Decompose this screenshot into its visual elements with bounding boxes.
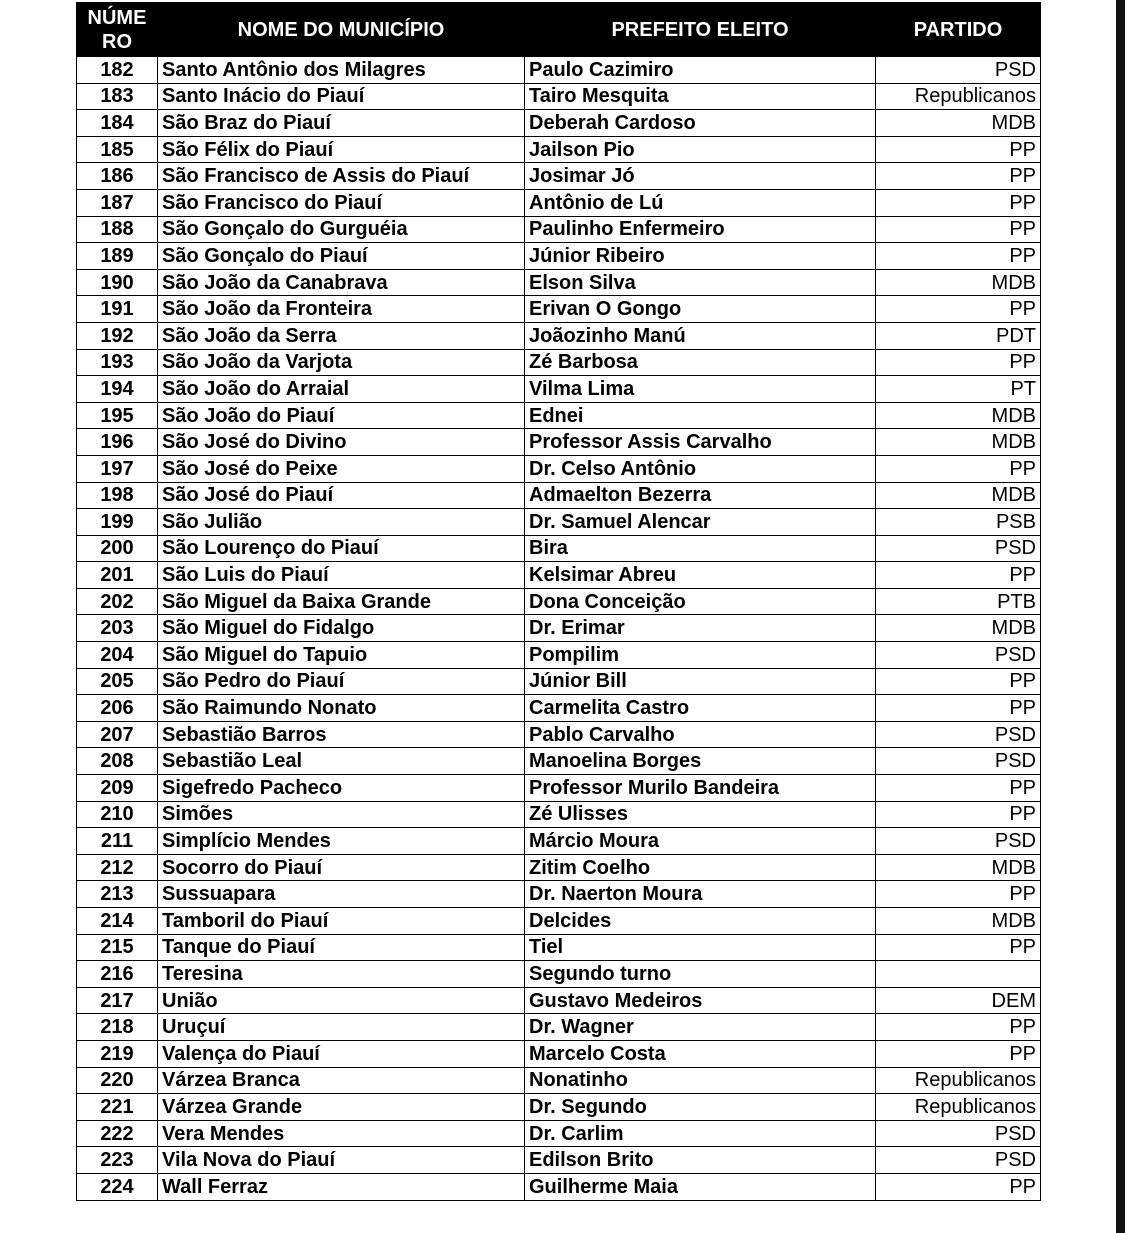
row-prefeito: Carmelita Castro xyxy=(525,695,876,722)
row-municipio: São Gonçalo do Piauí xyxy=(158,243,525,270)
row-numero: 187 xyxy=(77,189,158,216)
table-row xyxy=(77,695,1041,722)
row-prefeito: Ednei xyxy=(525,402,876,429)
row-numero: 182 xyxy=(77,57,158,84)
table-row xyxy=(77,163,1041,190)
row-prefeito: Dr. Carlim xyxy=(525,1120,876,1147)
row-numero: 213 xyxy=(77,881,158,908)
row-partido: MDB xyxy=(876,854,1041,881)
row-partido: PP xyxy=(876,163,1041,190)
row-numero: 185 xyxy=(77,136,158,163)
row-partido: PSD xyxy=(876,1120,1041,1147)
row-prefeito: Professor Assis Carvalho xyxy=(525,429,876,456)
row-numero: 203 xyxy=(77,615,158,642)
row-numero: 205 xyxy=(77,668,158,695)
row-numero: 198 xyxy=(77,482,158,509)
table-row xyxy=(77,376,1041,403)
table-row xyxy=(77,615,1041,642)
row-prefeito: Dr. Segundo xyxy=(525,1094,876,1121)
election-results-table xyxy=(76,2,1041,1201)
row-prefeito: Tiel xyxy=(525,934,876,961)
table-row xyxy=(77,269,1041,296)
row-partido: PSD xyxy=(876,642,1041,669)
row-municipio: São Braz do Piauí xyxy=(158,110,525,137)
row-numero: 218 xyxy=(77,1014,158,1041)
row-partido: PSD xyxy=(876,748,1041,775)
row-prefeito: Júnior Ribeiro xyxy=(525,243,876,270)
row-prefeito: Marcelo Costa xyxy=(525,1040,876,1067)
row-partido: MDB xyxy=(876,908,1041,935)
row-numero: 189 xyxy=(77,243,158,270)
row-municipio: São João do Piauí xyxy=(158,402,525,429)
row-partido: Republicanos xyxy=(876,83,1041,110)
row-prefeito: Tairo Mesquita xyxy=(525,83,876,110)
row-municipio: Várzea Grande xyxy=(158,1094,525,1121)
table-row xyxy=(77,642,1041,669)
table-row xyxy=(77,721,1041,748)
row-numero: 195 xyxy=(77,402,158,429)
row-municipio: São Francisco de Assis do Piauí xyxy=(158,163,525,190)
row-municipio: São Félix do Piauí xyxy=(158,136,525,163)
row-partido: PP xyxy=(876,668,1041,695)
row-numero: 196 xyxy=(77,429,158,456)
table-row xyxy=(77,987,1041,1014)
table-row xyxy=(77,1120,1041,1147)
row-prefeito: Bira xyxy=(525,535,876,562)
row-partido: MDB xyxy=(876,615,1041,642)
row-prefeito: Dr. Celso Antônio xyxy=(525,455,876,482)
row-numero: 204 xyxy=(77,642,158,669)
header-municipio: NOME DO MUNICÍPIO xyxy=(158,3,525,57)
row-municipio: São João do Arraial xyxy=(158,376,525,403)
table-row xyxy=(77,1147,1041,1174)
row-prefeito: Edilson Brito xyxy=(525,1147,876,1174)
row-prefeito: Dr. Erimar xyxy=(525,615,876,642)
row-partido: PSD xyxy=(876,57,1041,84)
row-prefeito: Josimar Jó xyxy=(525,163,876,190)
table-row xyxy=(77,775,1041,802)
row-numero: 192 xyxy=(77,322,158,349)
row-numero: 215 xyxy=(77,934,158,961)
row-numero: 183 xyxy=(77,83,158,110)
table-row xyxy=(77,801,1041,828)
row-partido: MDB xyxy=(876,402,1041,429)
header-prefeito: PREFEITO ELEITO xyxy=(525,3,876,57)
table-row xyxy=(77,748,1041,775)
row-numero: 188 xyxy=(77,216,158,243)
row-municipio: São Francisco do Piauí xyxy=(158,189,525,216)
row-prefeito: Admaelton Bezerra xyxy=(525,482,876,509)
row-prefeito: Dona Conceição xyxy=(525,588,876,615)
row-municipio: Valença do Piauí xyxy=(158,1040,525,1067)
row-municipio: São Miguel do Tapuio xyxy=(158,642,525,669)
row-partido: PP xyxy=(876,881,1041,908)
row-partido: MDB xyxy=(876,482,1041,509)
row-partido: PP xyxy=(876,1040,1041,1067)
row-municipio: Wall Ferraz xyxy=(158,1173,525,1200)
row-partido: PP xyxy=(876,455,1041,482)
row-prefeito: Delcides xyxy=(525,908,876,935)
table-row xyxy=(77,908,1041,935)
table-row xyxy=(77,1094,1041,1121)
row-partido: PSB xyxy=(876,509,1041,536)
row-municipio: Teresina xyxy=(158,961,525,988)
row-municipio: Tanque do Piauí xyxy=(158,934,525,961)
row-numero: 221 xyxy=(77,1094,158,1121)
row-municipio: São João da Fronteira xyxy=(158,296,525,323)
row-partido: PP xyxy=(876,296,1041,323)
row-prefeito: Nonatinho xyxy=(525,1067,876,1094)
row-prefeito: Dr. Samuel Alencar xyxy=(525,509,876,536)
table-row xyxy=(77,455,1041,482)
row-municipio: Sebastião Barros xyxy=(158,721,525,748)
row-prefeito: Antônio de Lú xyxy=(525,189,876,216)
table-row xyxy=(77,349,1041,376)
table-row xyxy=(77,961,1041,988)
row-partido: PP xyxy=(876,695,1041,722)
table-row xyxy=(77,509,1041,536)
row-partido: PT xyxy=(876,376,1041,403)
row-municipio: União xyxy=(158,987,525,1014)
row-partido: PP xyxy=(876,934,1041,961)
row-prefeito: Deberah Cardoso xyxy=(525,110,876,137)
row-municipio: Santo Inácio do Piauí xyxy=(158,83,525,110)
row-prefeito: Erivan O Gongo xyxy=(525,296,876,323)
row-municipio: Vila Nova do Piauí xyxy=(158,1147,525,1174)
row-prefeito: Segundo turno xyxy=(525,961,876,988)
row-municipio: São José do Piauí xyxy=(158,482,525,509)
row-partido: Republicanos xyxy=(876,1067,1041,1094)
row-partido: Republicanos xyxy=(876,1094,1041,1121)
row-numero: 214 xyxy=(77,908,158,935)
row-numero: 190 xyxy=(77,269,158,296)
row-numero: 216 xyxy=(77,961,158,988)
row-partido: PP xyxy=(876,349,1041,376)
header-numero: NÚME RO xyxy=(77,3,158,57)
row-numero: 186 xyxy=(77,163,158,190)
row-municipio: Vera Mendes xyxy=(158,1120,525,1147)
row-numero: 224 xyxy=(77,1173,158,1200)
row-numero: 208 xyxy=(77,748,158,775)
row-partido: PTB xyxy=(876,588,1041,615)
row-numero: 211 xyxy=(77,828,158,855)
row-municipio: Sigefredo Pacheco xyxy=(158,775,525,802)
row-municipio: São Miguel da Baixa Grande xyxy=(158,588,525,615)
row-numero: 200 xyxy=(77,535,158,562)
row-partido: PP xyxy=(876,801,1041,828)
row-municipio: São João da Serra xyxy=(158,322,525,349)
row-prefeito: Pablo Carvalho xyxy=(525,721,876,748)
row-municipio: São Miguel do Fidalgo xyxy=(158,615,525,642)
table-row xyxy=(77,1067,1041,1094)
row-partido: PP xyxy=(876,1173,1041,1200)
row-prefeito: Joãozinho Manú xyxy=(525,322,876,349)
row-numero: 201 xyxy=(77,562,158,589)
header-row xyxy=(77,3,1041,57)
row-partido: PP xyxy=(876,216,1041,243)
row-numero: 209 xyxy=(77,775,158,802)
row-prefeito: Júnior Bill xyxy=(525,668,876,695)
row-numero: 212 xyxy=(77,854,158,881)
page-edge-bar xyxy=(1116,0,1125,1233)
table-row xyxy=(77,828,1041,855)
row-municipio: São Luis do Piauí xyxy=(158,562,525,589)
table-row xyxy=(77,110,1041,137)
row-numero: 197 xyxy=(77,455,158,482)
table-row xyxy=(77,535,1041,562)
row-partido: MDB xyxy=(876,269,1041,296)
row-partido: MDB xyxy=(876,110,1041,137)
row-partido: PP xyxy=(876,1014,1041,1041)
row-prefeito: Professor Murilo Bandeira xyxy=(525,775,876,802)
row-municipio: São Pedro do Piauí xyxy=(158,668,525,695)
table-row xyxy=(77,429,1041,456)
table-row xyxy=(77,562,1041,589)
row-municipio: São João da Canabrava xyxy=(158,269,525,296)
row-partido: PP xyxy=(876,189,1041,216)
table-row xyxy=(77,588,1041,615)
row-prefeito: Manoelina Borges xyxy=(525,748,876,775)
row-partido: PDT xyxy=(876,322,1041,349)
row-municipio: São Raimundo Nonato xyxy=(158,695,525,722)
row-municipio: Várzea Branca xyxy=(158,1067,525,1094)
row-partido: PP xyxy=(876,562,1041,589)
row-prefeito: Paulo Cazimiro xyxy=(525,57,876,84)
row-prefeito: Dr. Wagner xyxy=(525,1014,876,1041)
row-partido xyxy=(876,961,1041,988)
table-row xyxy=(77,216,1041,243)
row-numero: 206 xyxy=(77,695,158,722)
row-partido: DEM xyxy=(876,987,1041,1014)
row-numero: 219 xyxy=(77,1040,158,1067)
row-numero: 199 xyxy=(77,509,158,536)
table-row xyxy=(77,1040,1041,1067)
row-municipio: Simões xyxy=(158,801,525,828)
row-partido: PSD xyxy=(876,1147,1041,1174)
table-row xyxy=(77,189,1041,216)
row-prefeito: Paulinho Enfermeiro xyxy=(525,216,876,243)
row-municipio: Santo Antônio dos Milagres xyxy=(158,57,525,84)
row-prefeito: Gustavo Medeiros xyxy=(525,987,876,1014)
row-prefeito: Zé Ulisses xyxy=(525,801,876,828)
table-row xyxy=(77,1173,1041,1200)
table-row xyxy=(77,881,1041,908)
row-numero: 193 xyxy=(77,349,158,376)
row-municipio: Tamboril do Piauí xyxy=(158,908,525,935)
row-partido: PSD xyxy=(876,721,1041,748)
row-partido: PP xyxy=(876,775,1041,802)
row-prefeito: Zé Barbosa xyxy=(525,349,876,376)
row-prefeito: Elson Silva xyxy=(525,269,876,296)
row-municipio: Simplício Mendes xyxy=(158,828,525,855)
row-partido: PSD xyxy=(876,828,1041,855)
row-municipio: Uruçuí xyxy=(158,1014,525,1041)
row-prefeito: Pompilim xyxy=(525,642,876,669)
row-prefeito: Kelsimar Abreu xyxy=(525,562,876,589)
table-row xyxy=(77,243,1041,270)
row-municipio: São Lourenço do Piauí xyxy=(158,535,525,562)
table-row xyxy=(77,402,1041,429)
table-row xyxy=(77,322,1041,349)
row-prefeito: Guilherme Maia xyxy=(525,1173,876,1200)
row-numero: 191 xyxy=(77,296,158,323)
table-row xyxy=(77,136,1041,163)
row-partido: PP xyxy=(876,243,1041,270)
row-numero: 220 xyxy=(77,1067,158,1094)
row-municipio: São Julião xyxy=(158,509,525,536)
row-prefeito: Vilma Lima xyxy=(525,376,876,403)
row-partido: PSD xyxy=(876,535,1041,562)
row-numero: 207 xyxy=(77,721,158,748)
table-row xyxy=(77,296,1041,323)
row-partido: PP xyxy=(876,136,1041,163)
table-header xyxy=(77,3,1041,57)
table-row xyxy=(77,854,1041,881)
row-municipio: São José do Peixe xyxy=(158,455,525,482)
table-row xyxy=(77,57,1041,84)
row-partido: MDB xyxy=(876,429,1041,456)
table-body xyxy=(77,57,1041,1201)
row-municipio: Sebastião Leal xyxy=(158,748,525,775)
row-prefeito: Márcio Moura xyxy=(525,828,876,855)
row-municipio: Socorro do Piauí xyxy=(158,854,525,881)
row-numero: 202 xyxy=(77,588,158,615)
row-numero: 223 xyxy=(77,1147,158,1174)
row-municipio: Sussuapara xyxy=(158,881,525,908)
table-row xyxy=(77,83,1041,110)
row-numero: 222 xyxy=(77,1120,158,1147)
table-row xyxy=(77,1014,1041,1041)
row-numero: 217 xyxy=(77,987,158,1014)
row-municipio: São João da Varjota xyxy=(158,349,525,376)
table-row xyxy=(77,934,1041,961)
row-prefeito: Jailson Pio xyxy=(525,136,876,163)
row-numero: 210 xyxy=(77,801,158,828)
row-prefeito: Zitim Coelho xyxy=(525,854,876,881)
row-numero: 194 xyxy=(77,376,158,403)
table-row xyxy=(77,482,1041,509)
header-partido: PARTIDO xyxy=(876,3,1041,57)
row-municipio: São José do Divino xyxy=(158,429,525,456)
row-prefeito: Dr. Naerton Moura xyxy=(525,881,876,908)
row-municipio: São Gonçalo do Gurguéia xyxy=(158,216,525,243)
table-row xyxy=(77,668,1041,695)
row-numero: 184 xyxy=(77,110,158,137)
